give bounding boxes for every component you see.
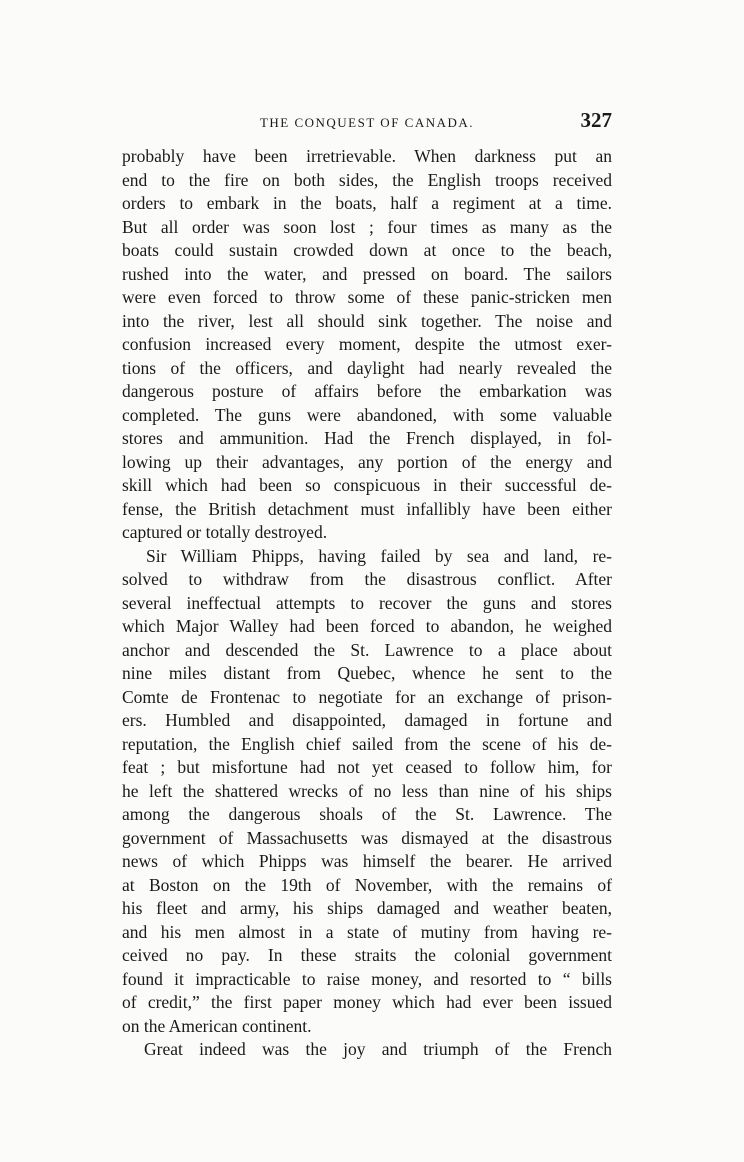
text-line: completed. The guns were abandoned, with some valuable xyxy=(122,404,612,425)
text-line: his fleet and army, his ships damaged and weather beaten, xyxy=(122,898,612,918)
text-line: orders to embark in the boats, half a regiment at a time. xyxy=(122,193,612,213)
text-line: But all order was soon lost ; four times as many as the xyxy=(122,216,612,237)
page-number: 327 xyxy=(580,108,612,132)
paragraph-start-line: Great indeed was the joy and triumph of the French xyxy=(144,1039,612,1059)
text-line: anchor and descended the St. Lawrence to a place about xyxy=(122,639,612,660)
text-line: found it impracticable to raise money, and resorted to “ bills xyxy=(122,968,612,989)
text-line: and his men almost in a state of mutiny from having re- xyxy=(122,921,612,942)
text-line: boats could sustain crowded down at once to the beach, xyxy=(122,240,612,260)
text-line: skill which had been so conspicuous in their successful de- xyxy=(122,475,612,495)
text-line: solved to withdraw from the disastrous conflict. After xyxy=(122,569,612,589)
text-line: ers. Humbled and disappointed, damaged in fortune and xyxy=(122,710,612,730)
text-line: fense, the British detachment must infallibly have been either xyxy=(122,498,612,519)
text-line: he left the shattered wrecks of no less than nine of his ships xyxy=(122,780,612,801)
text-line: reputation, the English chief sailed from the scene of his de- xyxy=(122,733,612,754)
text-line: dangerous posture of affairs before the embarkation was xyxy=(122,381,612,401)
text-line: probably have been irretrievable. When darkness put an xyxy=(122,146,612,166)
text-line: ceived no pay. In these straits the colonial government xyxy=(122,945,612,965)
text-line: news of which Phipps was himself the bearer. He arrived xyxy=(122,851,612,871)
paragraph-end-line: captured or totally destroyed. xyxy=(122,522,328,542)
text-line: were even forced to throw some of these panic-stricken men xyxy=(122,287,612,307)
text-line: which Major Walley had been forced to abandon, he weighed xyxy=(122,616,612,636)
text-line: government of Massachusetts was dismayed at the disastrous xyxy=(122,827,612,848)
text-line: confusion increased every moment, despite the utmost exer- xyxy=(122,334,612,354)
running-head-title: THE CONQUEST OF CANADA. xyxy=(259,115,475,130)
text-line: at Boston on the 19th of November, with the remains of xyxy=(122,874,612,895)
paragraph-start-line: Sir William Phipps, having failed by sea and land, re- xyxy=(146,545,612,566)
text-line: rushed into the water, and pressed on board. The sailors xyxy=(122,263,612,284)
body-text xyxy=(122,145,612,1062)
text-line: several ineffectual attempts to recover the guns and stores xyxy=(122,592,612,613)
paragraph-end-line: on the American continent. xyxy=(122,1015,312,1036)
text-line: tions of the officers, and daylight had nearly revealed the xyxy=(122,357,612,378)
text-line: among the dangerous shoals of the St. Lawrence. The xyxy=(122,804,612,824)
text-line: end to the fire on both sides, the English troops received xyxy=(122,169,612,190)
running-head xyxy=(122,108,612,136)
text-line: stores and ammunition. Had the French displayed, in fol- xyxy=(122,428,612,448)
text-line: into the river, lest all should sink together. The noise and xyxy=(122,310,612,331)
text-line: of credit,” the first paper money which had ever been issued xyxy=(122,992,612,1012)
text-line: feat ; but misfortune had not yet ceased to follow him, for xyxy=(122,757,612,777)
text-line: nine miles distant from Quebec, whence he sent to the xyxy=(122,663,612,683)
text-line: lowing up their advantages, any portion of the energy and xyxy=(122,451,612,472)
text-line: Comte de Frontenac to negotiate for an exchange of prison- xyxy=(122,686,612,707)
